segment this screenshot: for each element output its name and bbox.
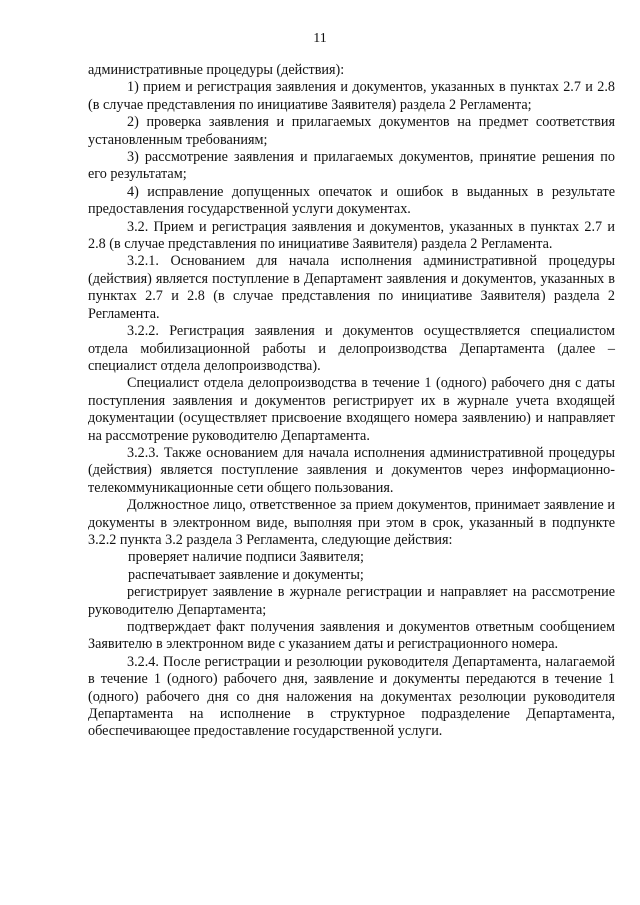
action-check-signature: проверяет наличие подписи Заявителя;: [128, 549, 364, 566]
document-body: [88, 62, 615, 741]
section-3-2-1: 3.2.1. Основанием для начала исполнения административной процедуры (действия) является поступление в Департамент заявления и документов, указанных в пунктах 2.7 и 2.8 (в случае представления по инициативе Заявителя) раздела 2 Регламента.: [88, 253, 615, 322]
paragraph-official: Должностное лицо, ответственное за прием документов, принимает заявление и документы в электронном виде, выполняя при этом в срок, указанный в подпункте 3.2.2 пункта 3.2 раздела 3 Регламента, следующие действия:: [88, 497, 615, 548]
action-print: распечатывает заявление и документы;: [128, 566, 364, 583]
list-item-2: 2) проверка заявления и прилагаемых документов на предмет соответствия установленным требованиям;: [88, 114, 615, 148]
list-item-1: 1) прием и регистрация заявления и документов, указанных в пунктах 2.7 и 2.8 (в случае представления по инициативе Заявителя) раздела 2 Регламента;: [88, 79, 615, 113]
paragraph-intro: административные процедуры (действия):: [88, 62, 345, 78]
action-confirm: подтверждает факт получения заявления и документов ответным сообщением Заявителю в электронном виде с указанием даты и регистрационного номера.: [88, 619, 615, 653]
list-item-4: 4) исправление допущенных опечаток и ошибок в выданных в результате предоставления государственной услуги документах.: [88, 183, 615, 218]
page-number: 11: [313, 31, 327, 46]
paragraph-specialist: Специалист отдела делопроизводства в течение 1 (одного) рабочего дня с даты поступления заявления и документов регистрирует их в журнале учета входящей документации (осуществляет присвоение входящего номера заявлению) и направляет на рассмотрение руководителю Департамента.: [88, 375, 615, 444]
section-3-2-4: 3.2.4. После регистрации и резолюции руководителя Департамента, налагаемой в течение 1 (одного) рабочего дня, заявление и документы передаются в течение 1 (одного) рабочего дня со дня наложения на документах резолюции руководителя Департамента на исполнение в структурное подразделение Департамента, обеспечивающее предоставление государственной услуги.: [88, 653, 615, 740]
section-3-2-2: 3.2.2. Регистрация заявления и документов осуществляется специалистом отдела мобилизационной работы и делопроизводства Департамента (далее – специалист отдела делопроизводства).: [88, 323, 615, 374]
list-item-3: 3) рассмотрение заявления и прилагаемых документов, принятие решения по его результатам;: [88, 149, 615, 183]
section-3-2-3: 3.2.3. Также основанием для начала исполнения административной процедуры (действия) является поступление заявления и документов через информационно-телекоммуникационные сети общего пользования.: [88, 444, 615, 496]
section-3-2: 3.2. Прием и регистрация заявления и документов, указанных в пунктах 2.7 и 2.8 (в случае представления по инициативе Заявителя) раздела 2 Регламента.: [88, 218, 615, 253]
action-register: регистрирует заявление в журнале регистрации и направляет на рассмотрение руководителю Департамента;: [88, 584, 615, 618]
